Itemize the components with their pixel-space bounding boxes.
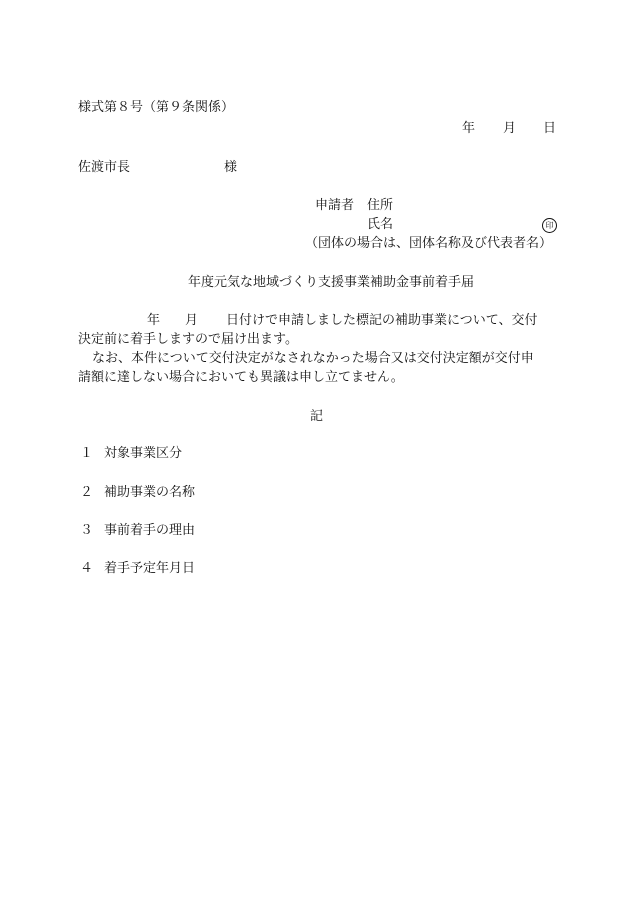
body-month-label: 月 <box>185 313 199 328</box>
form-number: 様式第８号（第９条関係） <box>78 100 235 115</box>
item-label: 対象事業区分 <box>104 446 183 461</box>
addressee-name: 佐渡市長 <box>78 160 131 175</box>
body-line-3: なお、本件について交付決定がなされなかった場合又は交付決定額が交付申 <box>92 351 534 366</box>
item-label: 補助事業の名称 <box>104 485 196 500</box>
date-year-label: 年 <box>462 121 476 136</box>
seal-mark: 印 <box>542 218 557 233</box>
item-number: ３ <box>80 523 94 538</box>
addressee-honorific: 様 <box>224 160 238 175</box>
item-label: 着手予定年月日 <box>104 561 196 576</box>
body-line-2: 決定前に着手しますので届け出ます。 <box>78 332 298 347</box>
date-month-label: 月 <box>503 121 517 136</box>
applicant-label: 申請者 <box>315 198 355 213</box>
body-year-label: 年 <box>147 313 161 328</box>
applicant-address-label: 住所 <box>367 198 394 213</box>
date-day-label: 日 <box>543 121 557 136</box>
item-number: ２ <box>80 485 94 500</box>
ki-heading: 記 <box>310 409 324 424</box>
document-title: 年度元気な地域づくり支援事業補助金事前着手届 <box>188 275 475 290</box>
body-line-4: 請額に達しない場合においても異議は申し立てません。 <box>78 370 404 385</box>
item-label: 事前着手の理由 <box>104 523 196 538</box>
body-line-1: 日付けで申請しました標記の補助事業について、交付 <box>226 313 538 328</box>
item-number: ４ <box>80 561 94 576</box>
item-number: １ <box>80 446 94 461</box>
applicant-name-label: 氏名 <box>367 217 394 232</box>
applicant-note: （団体の場合は、団体名称及び代表者名） <box>305 236 553 251</box>
